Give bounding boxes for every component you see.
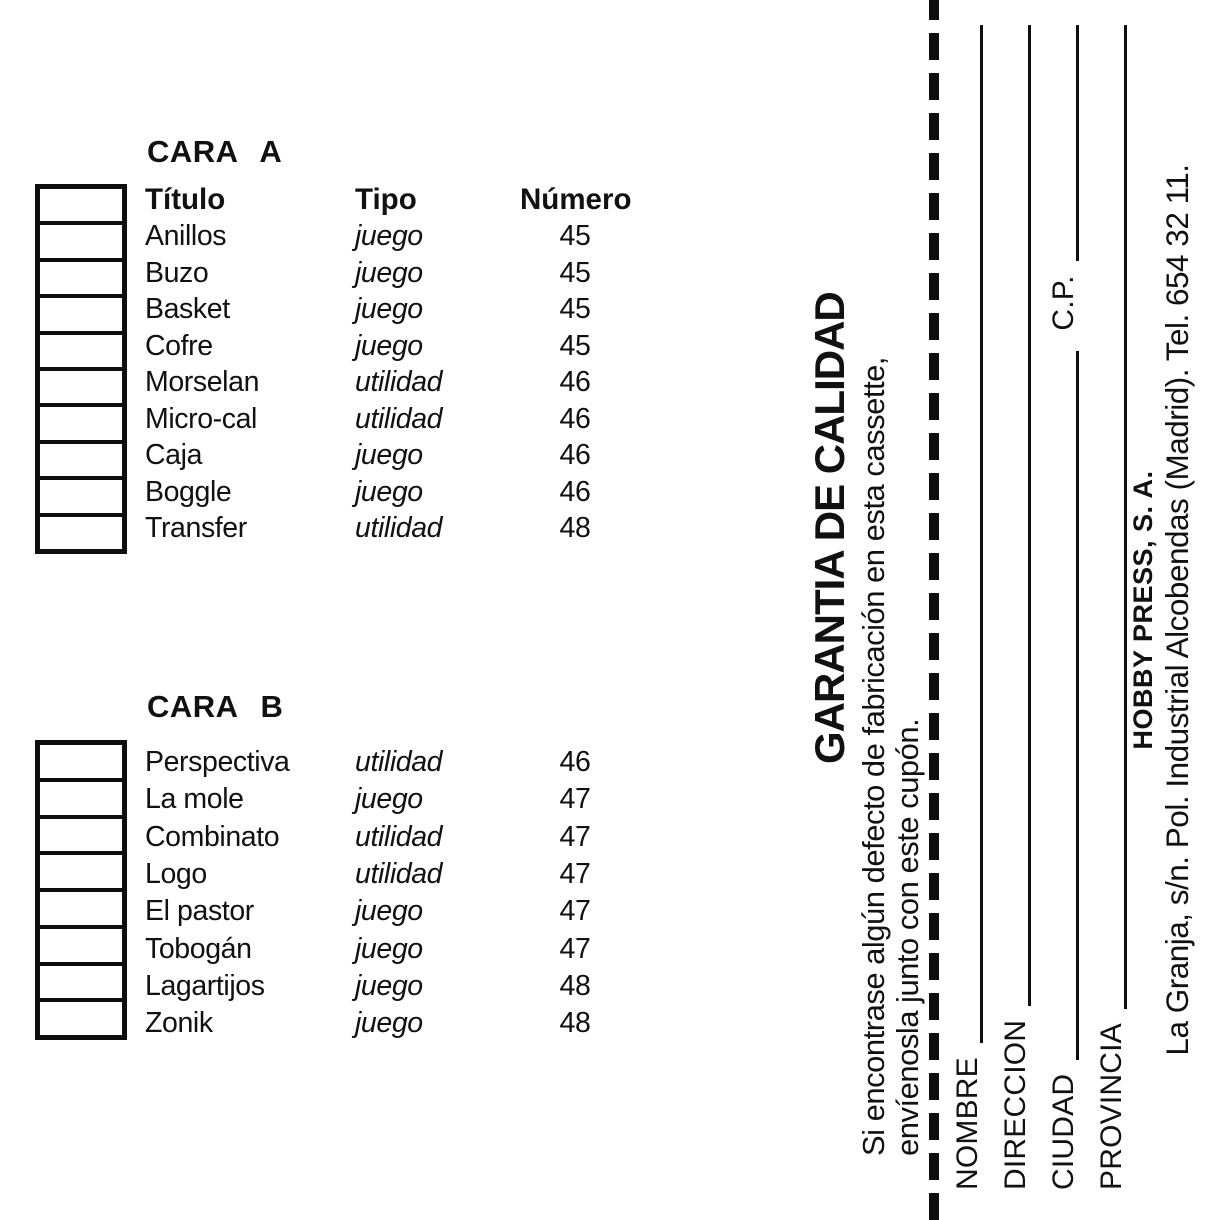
cell-title: Boggle [145, 475, 232, 508]
cell-title: La mole [145, 783, 244, 816]
table-row [145, 474, 630, 511]
cell-title: Anillos [145, 220, 227, 253]
provincia-label: PROVINCIA [1095, 1023, 1128, 1190]
cell-number: 46 [559, 439, 591, 472]
nombre-label: NOMBRE [951, 1057, 984, 1190]
cell-number: 45 [559, 329, 591, 362]
checkbox-cell [40, 745, 122, 782]
checkbox-cell [40, 1002, 122, 1035]
cell-type: juego [355, 932, 423, 965]
checkbox-cell [40, 966, 122, 1003]
checkbox-cell [40, 517, 122, 549]
cell-number: 46 [559, 366, 591, 399]
column-header-numero: Número [520, 183, 632, 217]
table-row [145, 219, 630, 256]
table-row [145, 1005, 630, 1042]
form-row-ciudad [1045, 25, 1079, 1190]
table-header-row [145, 182, 630, 219]
checkbox-cell [40, 225, 122, 261]
cell-title: Transfer [145, 512, 247, 545]
cell-type: juego [355, 969, 423, 1002]
side-b-checkbox-column [35, 740, 127, 1040]
cut-line [929, 0, 939, 1220]
cell-title: Morselan [145, 366, 260, 399]
cell-type: utilidad [355, 402, 443, 435]
cell-type: juego [355, 895, 423, 928]
cell-number: 48 [559, 512, 591, 545]
cell-number: 45 [559, 256, 591, 289]
cell-number: 46 [559, 402, 591, 435]
coupon-instructions [857, 357, 924, 1156]
column-header-titulo: Título [145, 183, 226, 217]
cell-type: juego [355, 329, 423, 362]
side-b-table [145, 744, 630, 1042]
provincia-blank-line [1093, 25, 1127, 1009]
checkbox-cell [40, 298, 122, 334]
cell-number: 47 [559, 895, 591, 928]
cp-label: C.P. [1047, 275, 1080, 331]
cell-type: utilidad [355, 746, 443, 779]
ciudad-label: CIUDAD [1047, 1073, 1080, 1190]
cell-title: Perspectiva [145, 746, 290, 779]
direccion-blank-line [997, 25, 1031, 1006]
checkbox-cell [40, 262, 122, 298]
table-row [145, 292, 630, 329]
table-row [145, 438, 630, 475]
table-row [145, 819, 630, 856]
publisher-name: HOBBY PRESS, S. A. [1128, 470, 1158, 750]
table-row [145, 744, 630, 781]
coupon-title: GARANTIA DE CALIDAD [806, 292, 853, 764]
cell-title: Basket [145, 293, 230, 326]
checkbox-cell [40, 189, 122, 225]
side-a-heading: CARA A [147, 134, 283, 169]
cell-title: Combinato [145, 820, 280, 853]
cell-title: Buzo [145, 256, 209, 289]
form-row-provincia [1093, 25, 1127, 1190]
table-row [145, 893, 630, 930]
form-row-direccion [997, 25, 1031, 1190]
cell-number: 45 [559, 220, 591, 253]
table-row [145, 365, 630, 402]
cell-type: juego [355, 293, 423, 326]
cell-number: 46 [559, 746, 591, 779]
nombre-blank-line [949, 25, 983, 1043]
direccion-label: DIRECCION [999, 1019, 1032, 1190]
cell-title: Micro-cal [145, 402, 257, 435]
table-row [145, 968, 630, 1005]
checkbox-cell [40, 819, 122, 856]
publisher-address: La Granja, s/n. Pol. Industrial Alcobendas (Madrid). Tel. 654 32 11. [1159, 164, 1195, 1056]
cell-type: utilidad [355, 366, 443, 399]
cell-number: 47 [559, 932, 591, 965]
checkbox-cell [40, 407, 122, 443]
cell-type: juego [355, 439, 423, 472]
checkbox-cell [40, 782, 122, 819]
cell-type: juego [355, 256, 423, 289]
cell-number: 45 [559, 293, 591, 326]
side-a-table [145, 182, 630, 547]
cell-title: Caja [145, 439, 203, 472]
cell-title: Tobogán [145, 932, 252, 965]
cell-title: El pastor [145, 895, 254, 928]
table-row [145, 511, 630, 548]
cell-title: Zonik [145, 1007, 213, 1040]
cell-type: utilidad [355, 858, 443, 891]
cell-type: utilidad [355, 512, 443, 545]
table-row [145, 781, 630, 818]
checkbox-cell [40, 335, 122, 371]
cell-number: 47 [559, 858, 591, 891]
checkbox-cell [40, 892, 122, 929]
table-row [145, 930, 630, 967]
checkbox-cell [40, 444, 122, 480]
cell-type: juego [355, 475, 423, 508]
cell-type: utilidad [355, 820, 443, 853]
cell-number: 47 [559, 820, 591, 853]
cell-number: 47 [559, 783, 591, 816]
cell-number: 48 [559, 969, 591, 1002]
form-row-nombre [949, 25, 983, 1190]
checkbox-cell [40, 855, 122, 892]
cell-number: 48 [559, 1007, 591, 1040]
column-header-tipo: Tipo [355, 183, 417, 217]
cell-type: juego [355, 220, 423, 253]
side-b-heading: CARA B [147, 689, 284, 724]
instructions-line-2: envíenosla junto con este cupón. [889, 718, 925, 1156]
table-row [145, 255, 630, 292]
side-a-checkbox-column [35, 184, 127, 554]
cell-title: Lagartijos [145, 969, 265, 1002]
cell-type: juego [355, 783, 423, 816]
table-row [145, 328, 630, 365]
cp-blank-line [1045, 25, 1079, 261]
guarantee-coupon [808, 0, 1218, 1220]
cell-number: 46 [559, 475, 591, 508]
table-row [145, 856, 630, 893]
cell-title: Cofre [145, 329, 213, 362]
checkbox-cell [40, 929, 122, 966]
checkbox-cell [40, 371, 122, 407]
ciudad-blank-line [1045, 351, 1079, 1060]
table-row [145, 401, 630, 438]
cell-title: Logo [145, 858, 207, 891]
checkbox-cell [40, 480, 122, 516]
cell-type: juego [355, 1007, 423, 1040]
instructions-line-1: Si encontrase algún defecto de fabricación en esta cassette, [856, 357, 891, 1156]
